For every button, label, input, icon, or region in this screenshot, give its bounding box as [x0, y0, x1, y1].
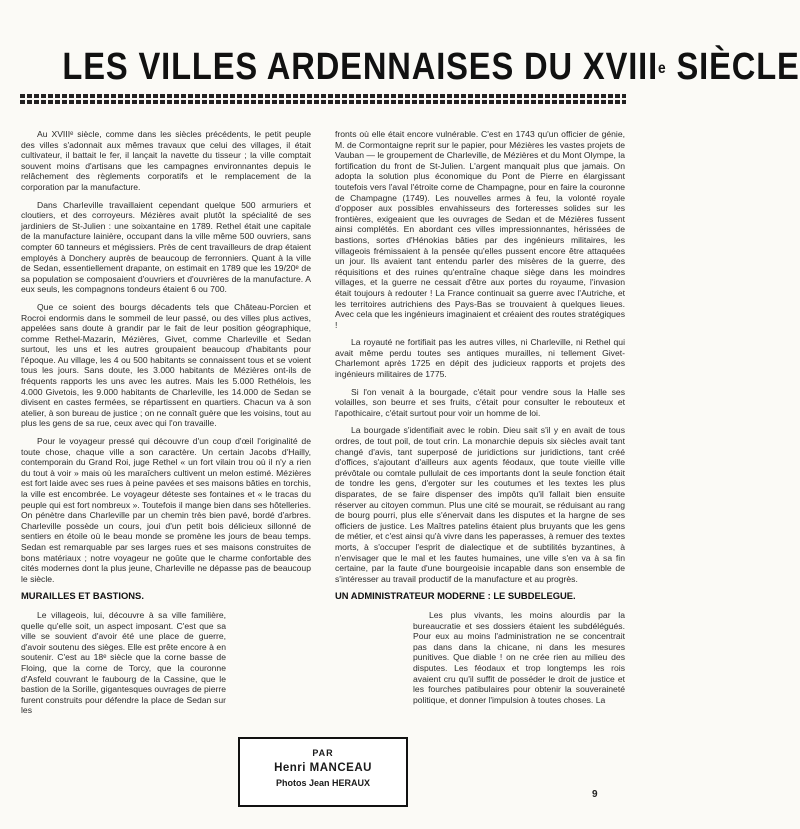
left-section-paragraph: Le villageois, lui, découvre à sa ville familière, quelle qu'elle soit, un aspect imposant. C'est que sa ville se souvient d'avoir été une place de guerre, d'avoir soutenu des sièges. Elle est prête encore à en soutenir. C'est au 18ᵉ siècle que la corne basse de Floing, que la corne de Torcy, que la couronne d'Asfeld couvrant le faubourg de la Cassine, que le bastion de la Sorille, gigantesques ouvrages de pierre furent construits pour défendre la place de Sedan sur les — [21, 609, 226, 716]
title-tail: SIÈCLE — [666, 46, 800, 88]
section-heading-murailles: MURAILLES ET BASTIONS. — [21, 590, 144, 602]
right-column — [335, 129, 625, 801]
right-paragraph: Si l'on venait à la bourgade, c'était pour vendre sous la Halle ses volailles, son beurre et ses fruits, c'était pour consulter le rebouteux et l'apothicaire, c'était surtout pour voir un homme de loi. — [335, 386, 625, 418]
byline-photos: Photos Jean HERAUX — [275, 778, 371, 788]
right-section-paragraph: Les plus vivants, les moins alourdis par la bureaucratie et ses dossiers étaient les subdélégués. Pour eux au moins l'administration ne se concentrait pas dans dans la chicane, ni dans les mesures punitives. Que diable ! on ne crée rien au milieu des disputes. Les féodaux et trop longtemps les rois avaient cru qu'il suffit de posséder le droit de justice et les fourches patibulaires pour obtenir la souveraineté politique, et donner l'impulsion à toutes choses. La — [413, 609, 625, 705]
left-paragraph: Pour le voyageur pressé qui découvre d'un coup d'œil l'originalité de toute chose, chaque ville a son caractère. Un certain Jacobs d'Hailly, contemporain du Grand Roi, juge Rethel « un fort vilain trou où il n'y a rien du tout à voir » mais où les maraîchers cultivent un melon estimé. Mézières est fort laide avec ses rues à peine pavées et ses maisons bâties en torchis, la ville est encombrée. Le voyageur déteste ses fontaines et « le tracas du peuple qui est fort nombreux ». Toutefois il mange bien dans ses hôtelleries. On pénètre dans Charleville par un chemin très bien pavé, bordé d'arbres. Charleville possède un cours, joui d'un petit bois délicieux sillonné de sentiers en étoile où le beau monde se promène les jours de beau temps. Sedan est remarquable par ses larges rues et ses maisons construites de bons matériaux ; notre voyageur ne goûte que le charme confortable des cités modernes dont la plus jeune, Charleville ne dépasse pas de beaucoup le siècle. — [21, 436, 311, 584]
top-divider-lower — [20, 100, 626, 104]
byline-author: Henri MANCEAU — [274, 762, 372, 774]
byline-par: PAR — [312, 748, 334, 758]
byline-box — [238, 737, 408, 807]
top-divider-upper — [20, 94, 626, 98]
left-paragraph: Dans Charleville travaillaient cependant quelque 500 armuriers et cloutiers, et des corroyeurs. Mézières avait plutôt la spécialité de ses jardiniers de St-Julien : une soixantaine en 1789. Rethel était une capitale de la manufacture lainière, occupant dans la ville même 500 ouvriers, sans compter 60 tanneurs et mégissiers. Près de cent travailleurs de drap étaient employés à Donchery auprès de beaucoup de ferronniers. Quant à la ville de Sedan, essentiellement drapante, on estimait en 1789 que les 19/20ᵉ de sa population se composaient d'ouvriers et d'ouvrières de la manufacture. A eux seuls, les compagnons tondeurs étaient 6 ou 700. — [21, 199, 311, 295]
article-title — [62, 44, 800, 90]
right-paragraph: La royauté ne fortifiait pas les autres villes, ni Charleville, ni Rethel qui avait même perdu toutes ses antiques murailles, ni tellement Givet-Charlemont après 1725 en dépit des judicieux rapports et projets des ingénieurs militaires de 1775. — [335, 337, 625, 380]
left-paragraph: Que ce soient des bourgs décadents tels que Château-Porcien et Rocroi endormis dans le sommeil de leur passé, ou des villes plus actives, appelées sans doute à grandir par le fait de leur position géographique, comme Rethel-Mazarin, Mézières, Givet, comme Charleville et Sedan surtout, les uns et les autres groupaient beaucoup d'habitants pour l'époque. Au village, les 4 ou 500 habitants se connaissent tous et se voient tous les jours. Sans doute, les 3.000 habitants de Mézières ont-ils de fréquents rapports les uns avec les autres. Mais les 5.000 Rethélois, les 4.000 Givetois, les 9.000 habitants de Charleville, les 14.000 de Sedan se divisent en castes fermées, se répartissent en quartiers. Chacun va à son atelier, à son bureau de justice ; on ne connaît guère que les voisins, tout au plus les gens de sa rue, ceux avec qui l'on travaille. — [21, 301, 311, 429]
right-paragraph: fronts où elle était encore vulnérable. C'est en 1743 qu'un officier de génie, M. de Cormontaigne reprit sur le papier, pour Mézières les vastes projets de Vauban — le groupement de Charleville, de Mézières et du Mont Olympe, la fortification du front de St-Julien. L'argent manquait plus que jamais. On adopta la solution plus économique du Pont de Pierre en élargissant toutefois vers l'aval l'étroite corne de Champagne, pour en faire la couronne de Champagne (1749). Les nouvelles armes à feu, la volonté royale d'opposer aux possibles envahisseurs des forteresses solides sur les frontières, exigeaient que les ouvrages de Sedan et de Mézières fussent ainsi complétés. En abordant ces villes impressionnantes, hérissées de bastions, sortes d'Hénokias bâties par des ingénieurs militaires, les villageois frémissaient à la pensée qu'elles pussent encore être attaquées un jour. Ils avaient tant entendu parler des misères de la guerre, des réquisitions et des ruines qu'entraîne chaque siège dans les moindres villages, et la guerre ne cessait d'être aux portes du royaume, l'invasion était toujours à redouter ! La France continuait sa guerre avec l'Autriche, et les territoires autrichiens des Pays-Bas se trouvaient à quelques lieues. Avec cela que les ingénieurs imaginaient et créaient des routes stratégiques ! — [335, 129, 625, 330]
title-superscript: e — [658, 60, 667, 77]
title-main: LES VILLES ARDENNAISES DU XVIII — [62, 46, 659, 88]
left-paragraph: Au XVIIIᵉ siècle, comme dans les siècles précédents, le petit peuple des villes s'adonnait aux mêmes travaux que celui des villages, il était cultivateur, il battait le fer, il lançait la navette du tisseur ; la ville comptait souvent moins d'artisans que les campagnes environnantes depuis le relâchement des règlements corporatifs et le remplacement de la corporation par la manufacture. — [21, 129, 311, 192]
section-heading-subdelegue: UN ADMINISTRATEUR MODERNE : LE SUBDELEGUE. — [335, 590, 576, 602]
page-number: 9 — [592, 789, 598, 800]
left-column — [21, 129, 311, 801]
right-paragraph: La bourgade s'identifiait avec le robin. Dieu sait s'il y en avait de tous ordres, de tout poil, de tout crin. La monarchie depuis six siècles avait tant changé d'avis, tant superposé de juridictions sur juridictions, tant créé d'offices, s'ajoutant d'ailleurs aux agents féodaux, que toute vieille ville prévôtale ou comtale pullulait de ces importants dont la seule fonction était de tondre les gens, d'ergoter sur les coutumes et les textes les plus disparates, de se faire dispenser des impôts qu'il fallait bien ensuite réserver au citoyen commun. Plus une cité se mourait, se réduisant au rang de bourg pourri, plus elle s'énervait dans les disputes et la hargne de ses officiers de justice. Les Maîtres patelins étaient plus bruyants que les gens de métier, et c'est ainsi qu'à vivre dans les paperasses, à remuer des textes morts, à s'occuper l'esprit de dialectique et de subtilités byzantines, à n'envisager que le mal et les fautes humaines, une ville s'en va à sa fin certaine, par la faute d'une bourgeoisie incapable dans son ensemble de s'intéresser au travail productif de la manufacture et au progrès. — [335, 425, 625, 584]
